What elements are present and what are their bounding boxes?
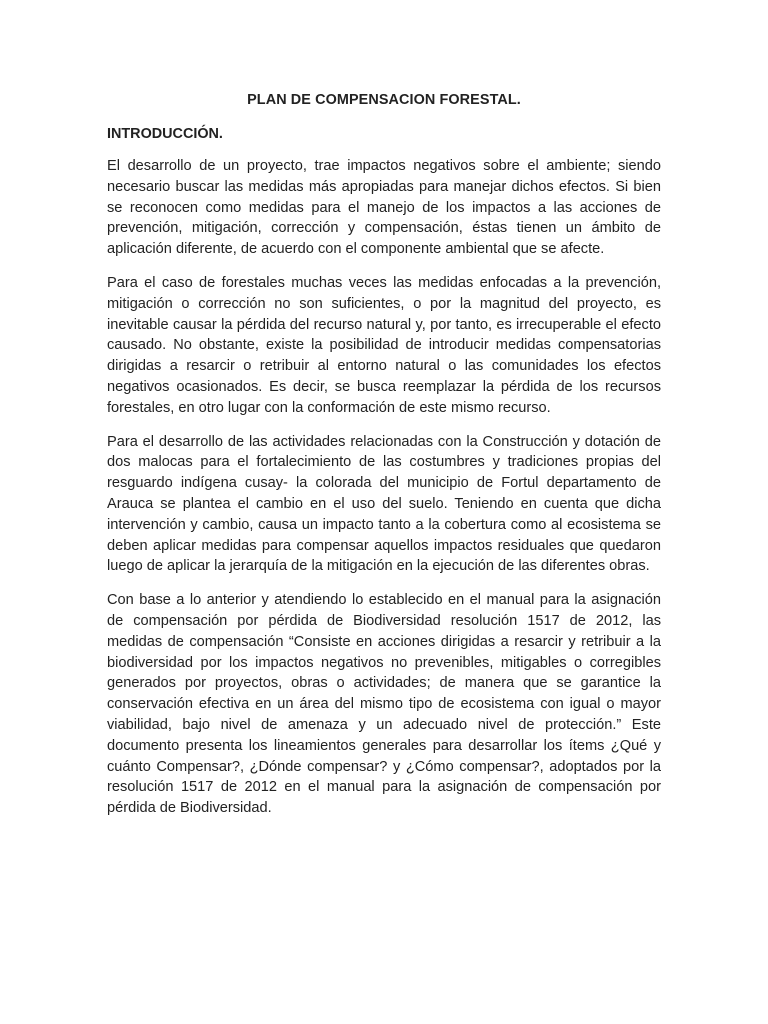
paragraph-1: El desarrollo de un proyecto, trae impactos negativos sobre el ambiente; siendo necesario buscar las medidas más apropiadas para manejar dichos efectos. Si bien se reconocen como medidas para el manejo de los impactos a las acciones de prevención, mitigación, corrección y compensación, éstas tienen un ámbito de aplicación diferente, de acuerdo con el componente ambiental que se afecte.	[107, 158, 661, 258]
section-heading-introduccion: INTRODUCCIÓN.	[107, 126, 223, 142]
paragraph-2: Para el caso de forestales muchas veces las medidas enfocadas a la prevención, mitigación o corrección no son suficientes, o por la magnitud del proyecto, es inevitable causar la pérdida del recurso natural y, por tanto, es irrecuperable el efecto causado. No obstante, existe la posibilidad de introducir medidas compensatorias dirigidas a resarcir o retribuir al entorno natural o las comunidades los efectos negativos ocasionados. Es decir, se busca reemplazar la pérdida de los recursos forestales, en otro lugar con la conformación de este mismo recurso.	[107, 274, 661, 416]
paragraph-3: Para el desarrollo de las actividades relacionadas con la Construcción y dotación de dos malocas para el fortalecimiento de las costumbres y tradiciones propias del resguardo indígena cusay- la colorada del municipio de Fortul departamento de Arauca se plantea el cambio en el uso del suelo. Teniendo en cuenta que dicha intervención y cambio, causa un impacto tanto a la cobertura como al ecosistema se deben aplicar medidas para compensar aquellos impactos residuales que quedaron luego de aplicar la jerarquía de la mitigación en la ejecución de las diferentes obras.	[107, 433, 661, 575]
paragraph-4: Con base a lo anterior y atendiendo lo establecido en el manual para la asignación de compensación por pérdida de Biodiversidad resolución 1517 de 2012, las medidas de compensación “Consiste en acciones dirigidas a resarcir y retribuir a la biodiversidad por los impactos negativos no prevenibles, mitigables o corregibles generados por proyectos, obras o actividades; de manera que se garantice la conservación efectiva en un área del mismo tipo de ecosistema con igual o mayor viabilidad, bajo nivel de amenaza y un adecuado nivel de protección.” Este documento presenta los lineamientos generales para desarrollar los ítems ¿Qué y cuánto Compensar?, ¿Dónde compensar? y ¿Cómo compensar?, adoptados por la resolución 1517 de 2012 en el manual para la asignación de compensación por pérdida de Biodiversidad.	[107, 592, 661, 817]
document-body	[107, 90, 661, 832]
document-title: PLAN DE COMPENSACION FORESTAL.	[247, 92, 521, 108]
